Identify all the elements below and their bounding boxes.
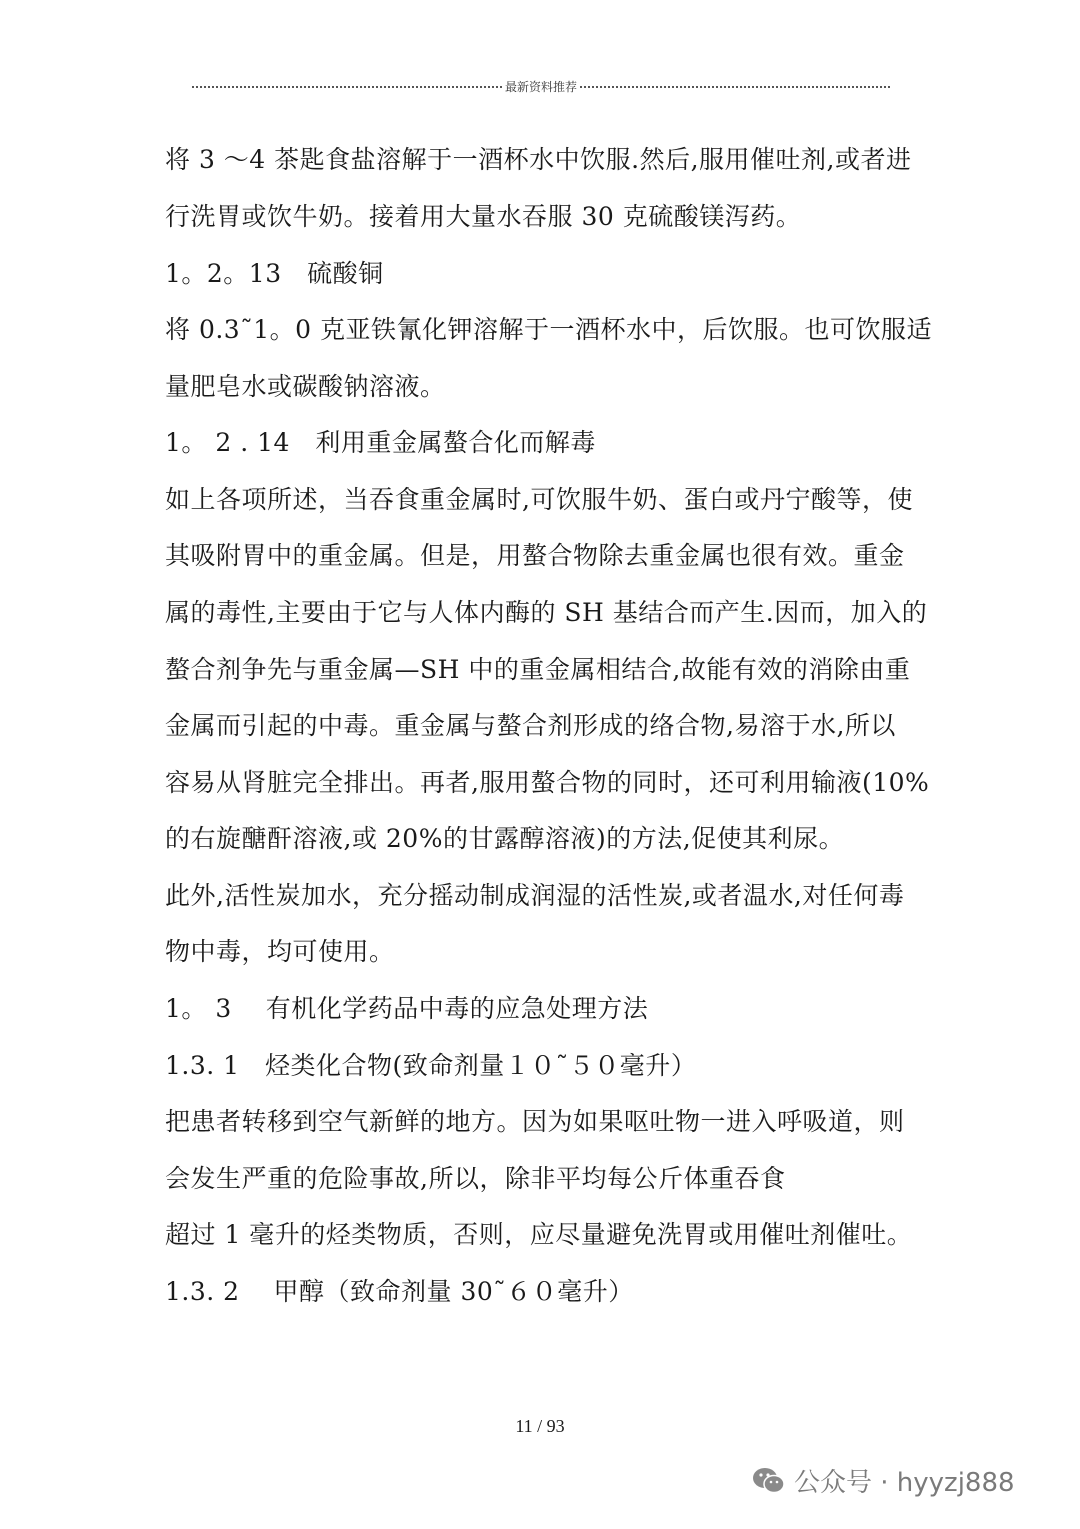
section-heading: 1。2。13 硫酸铜 (165, 259, 384, 288)
header-right-dots (580, 86, 890, 88)
watermark (752, 1462, 1015, 1499)
body-line: 的右旋醣酐溶液,或 20%的甘露醇溶液)的方法,促使其利尿。 (165, 824, 845, 853)
body-line: 物中毒，均可使用。 (165, 937, 395, 966)
body-line: 把患者转移到空气新鲜的地方。因为如果呕吐物一进入呼吸道，则 (165, 1107, 905, 1136)
header-title: 最新资料推荐 (505, 79, 578, 94)
body-line: 其吸附胃中的重金属。但是，用螯合物除去重金属也很有效。重金 (165, 541, 905, 570)
body-line: 将 0.3˜1。0 克亚铁氰化钾溶解于一酒杯水中，后饮服。也可饮服适 (165, 315, 932, 344)
section-heading: 1。 3 有机化学药品中毒的应急处理方法 (165, 994, 649, 1023)
header-left-dots (192, 86, 502, 88)
section-heading: 1。 2 . 14 利用重金属螯合化而解毒 (165, 428, 596, 457)
section-heading: 1.3. 2 甲醇（致命剂量 30˜６０毫升） (165, 1277, 634, 1306)
body-line: 如上各项所述，当吞食重金属时,可饮服牛奶、蛋白或丹宁酸等，使 (165, 485, 913, 514)
body-line: 属的毒性,主要由于它与人体内酶的 SH 基结合而产生.因而，加入的 (165, 598, 928, 627)
body-line: 容易从肾脏完全排出。再者,服用螯合物的同时，还可利用输液(10% (165, 768, 930, 797)
body-line: 将 3 ～4 茶匙食盐溶解于一酒杯水中饮服.然后,服用催吐剂,或者进 (165, 145, 912, 174)
watermark-text: 公众号 · hyyzj888 (794, 1468, 1015, 1498)
page-header (192, 76, 890, 96)
body-line: 超过 1 毫升的烃类物质，否则，应尽量避免洗胃或用催吐剂催吐。 (165, 1220, 913, 1249)
body-line: 会发生严重的危险事故,所以，除非平均每公斤体重吞食 (165, 1164, 786, 1193)
page-number: 11 / 93 (515, 1416, 565, 1436)
body-line: 行洗胃或饮牛奶。接着用大量水吞服 30 克硫酸镁泻药。 (165, 202, 802, 231)
section-heading: 1.3. 1 烃类化合物(致命剂量１０˜５０毫升） (165, 1051, 697, 1080)
body-line: 量肥皂水或碳酸钠溶液。 (165, 372, 446, 401)
body-line: 螯合剂争先与重金属—SH 中的重金属相结合,故能有效的消除由重 (165, 655, 911, 684)
wechat-icon (752, 1466, 786, 1496)
body-line: 此外,活性炭加水，充分摇动制成润湿的活性炭,或者温水,对任何毒 (165, 881, 905, 910)
body-line: 金属而引起的中毒。重金属与螯合剂形成的络合物,易溶于水,所以 (165, 711, 896, 740)
